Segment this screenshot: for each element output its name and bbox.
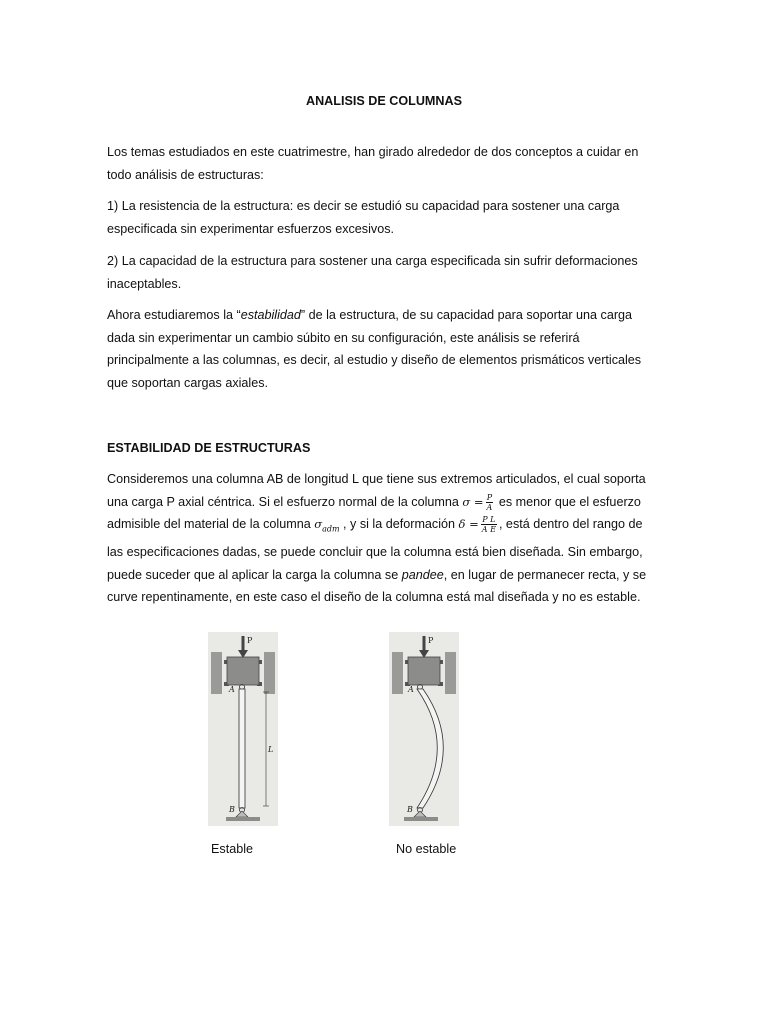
stress-fraction-denominator: A (486, 502, 493, 512)
length-label: L (268, 745, 274, 754)
point-a-label: A (408, 685, 414, 694)
unstable-column-figure (389, 632, 459, 826)
stable-column-figure (208, 632, 278, 826)
stress-fraction-numerator: P (486, 492, 493, 502)
point-b-label: B (407, 805, 413, 814)
sigma-adm-subscript: adm (322, 524, 340, 534)
load-label: P (428, 636, 434, 645)
point-b-label: B (229, 805, 235, 814)
stable-column-drawing (208, 632, 278, 826)
unstable-column-drawing (389, 632, 459, 826)
page-title: ANALISIS DE COLUMNAS (305, 94, 463, 108)
column-paragraph (107, 468, 662, 609)
deformation-fraction (481, 515, 497, 534)
intro-paragraph: Los temas estudiados en este cuatrimestre, han girado alrededor de dos conceptos a cuidar en todo análisis de estructuras: (107, 145, 639, 182)
load-label: P (247, 636, 253, 645)
point-a-label: A (229, 685, 235, 694)
unstable-caption: No estable (396, 842, 457, 856)
stability-text-a: Ahora estudiaremos la “ (107, 308, 241, 322)
deformation-fraction-numerator: P L (482, 515, 496, 525)
column-text-5: , en lugar de permanecer recta, y se curve repentinamente, en este caso el diseño de la columna está mal diseñada y no es estable. (107, 567, 647, 605)
column-text-3: , y si la deformación (339, 517, 459, 531)
stability-text-b: ” de la estructura, de su capacidad para soportar una carga dada sin experimentar un cambio súbito en su configuración, este análisis se referirá principalmente a las columnas, es decir, al estudio y diseño de elementos prismáticos verticales que soportan cargas axiales. (107, 308, 642, 390)
section-heading: ESTABILIDAD DE ESTRUCTURAS (107, 441, 311, 455)
stable-caption: Estable (211, 842, 254, 856)
deformation-fraction-denominator: A E (481, 525, 496, 535)
column-text-1: Consideremos una columna AB de longitud L que tiene sus extremos articulados, el cual soporta una carga P axial céntrica. Si el esfuerzo normal de la columna (107, 472, 646, 509)
stability-emphasis: estabilidad (240, 308, 301, 322)
strength-paragraph: 1) La resistencia de la estructura: es decir se estudió su capacidad para sostener una carga especificada sin experimentar esfuerzos excesivos. (107, 199, 620, 236)
deformation-paragraph: 2) La capacidad de la estructura para sostener una carga especificada sin sufrir deformaciones inaceptables. (107, 254, 638, 291)
pandee-emphasis: pandee (401, 567, 444, 582)
column-text-2: es menor que el esfuerzo admisible del material de la columna (107, 494, 641, 531)
column-text-4: , está dentro del rango de las especificaciones dadas, se puede concluir que la columna está bien diseñada. Sin embargo, puede suceder que al aplicar la carga la columna se (107, 517, 643, 582)
stability-paragraph (107, 304, 662, 394)
delta-equation: δ = (458, 517, 479, 531)
sigma-equation: σ = (462, 494, 484, 509)
sigma-adm-symbol: σ (314, 517, 323, 531)
stress-fraction (486, 493, 494, 512)
